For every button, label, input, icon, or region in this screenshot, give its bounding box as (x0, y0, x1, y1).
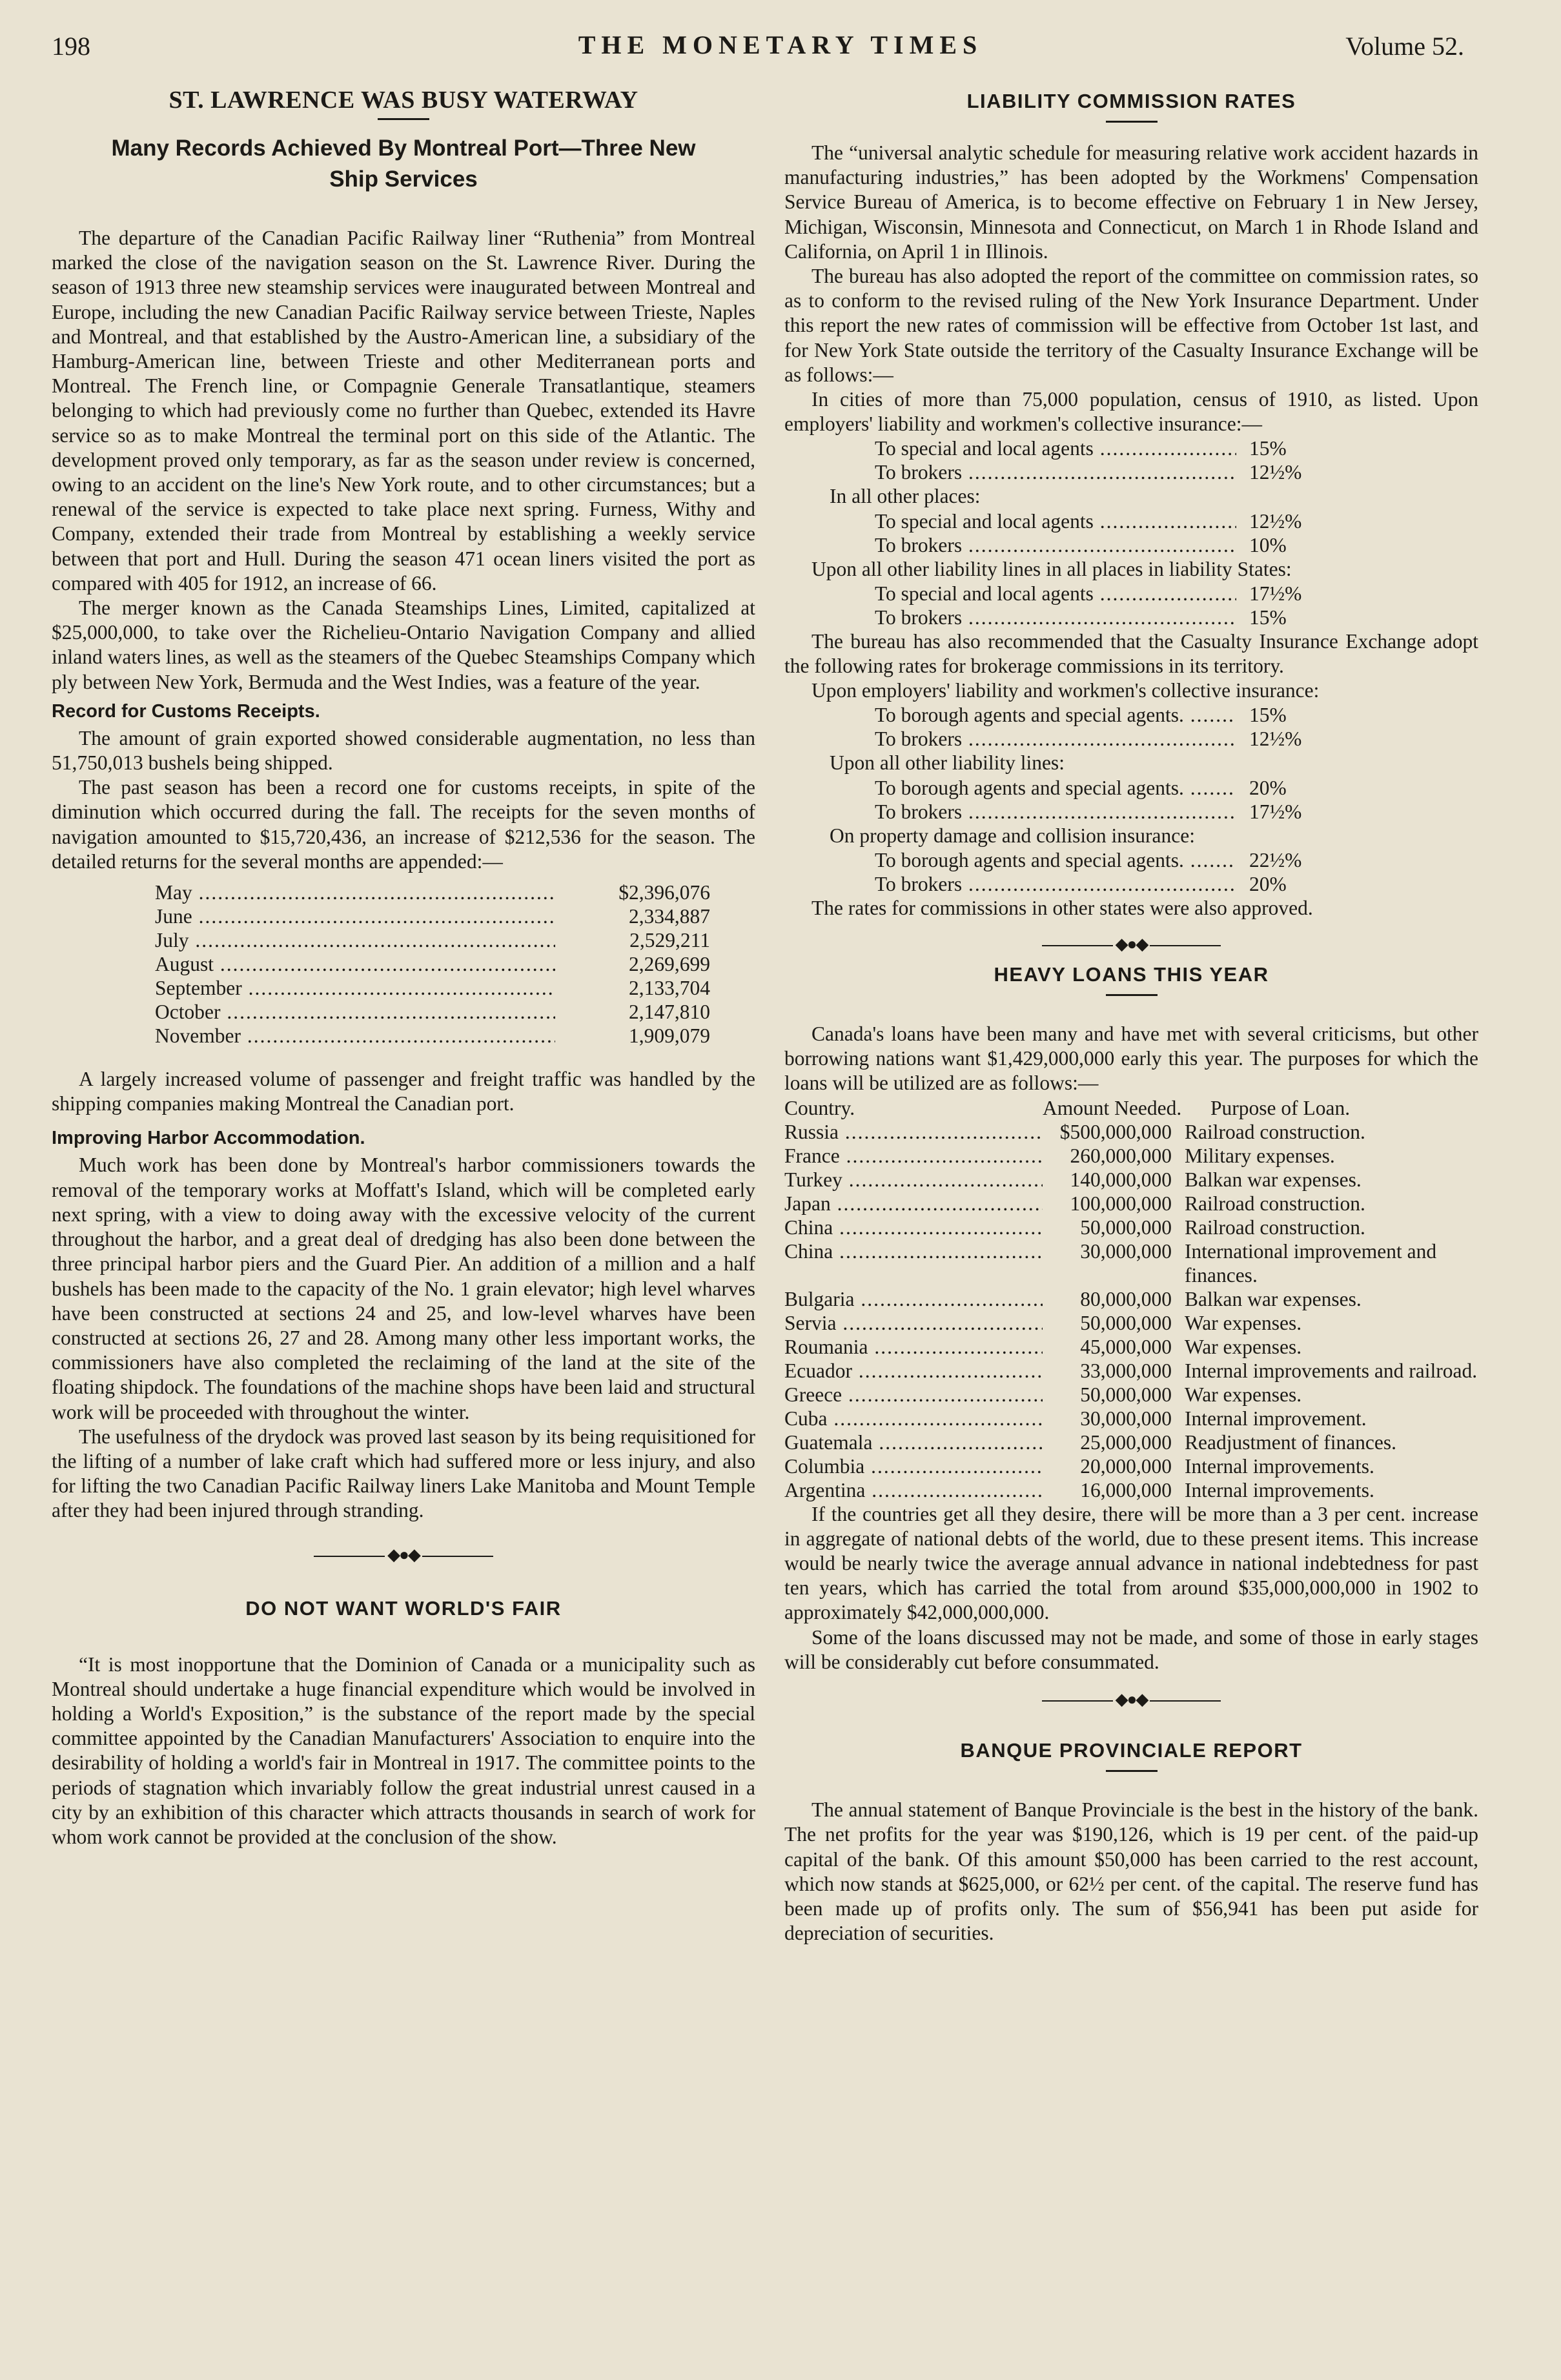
table-row (784, 1287, 1478, 1311)
country-cell: Argentina ..... (784, 1478, 1043, 1502)
amount-cell: $500,000,000 (1059, 1120, 1172, 1143)
amount-cell: 30,000,000 (1080, 1239, 1172, 1263)
divider (1106, 994, 1158, 996)
table-row (155, 1024, 710, 1048)
country-cell: Roumania ..... (784, 1335, 1043, 1359)
month-cell: August ..... (155, 952, 555, 976)
rate-value: 17½% (1249, 582, 1302, 605)
article-title: DO NOT WANT WORLD'S FAIR (245, 1596, 562, 1620)
table-row (784, 1454, 1478, 1478)
table-row (784, 1359, 1478, 1383)
rate-label: To brokers ..... (875, 727, 1236, 751)
paragraph: In cities of more than 75,000 population, census of 1910, as listed. Upon employers' liability and workmen's collective insurance:— (784, 388, 1478, 436)
paragraph: The rates for commissions in other states were also approved. (811, 896, 1313, 919)
purpose-cell: Internal improvement. (1185, 1407, 1367, 1430)
amount-cell: 20,000,000 (1080, 1454, 1172, 1478)
right-column (784, 81, 1478, 1946)
amount-cell: 2,133,704 (629, 977, 710, 1000)
rate-value: 12½% (1249, 509, 1302, 533)
month-cell: November ..... (155, 1024, 555, 1048)
amount-cell: 1,909,079 (629, 1024, 710, 1048)
article-title: HEAVY LOANS THIS YEAR (994, 963, 1269, 986)
paragraph: Some of the loans discussed may not be made, and some of those in early stages will be considerably cut before consummated. (784, 1625, 1478, 1673)
rate-label: To special and local agents ..... (875, 582, 1236, 605)
column-header: Country. (784, 1096, 855, 1119)
loans-table (784, 1096, 1478, 1502)
amount-cell: 100,000,000 (1070, 1192, 1172, 1215)
month-cell: July ..... (155, 928, 555, 952)
paragraph: A largely increased volume of passenger and freight traffic was handled by the shipping companies making Montreal the Canadian port. (52, 1068, 755, 1115)
paragraph: The merger known as the Canada Steamships Lines, Limited, capitalized at $25,000,000, to take over the Richelieu-Ontario Navigation Company and allied inland waters lines, as well as the steamers of the Quebec Steamships Company which ply between New York, Bermuda and the West Indies, was a feature of the year. (52, 596, 755, 693)
page-number: 198 (52, 32, 90, 61)
month-cell: September ..... (155, 976, 555, 1000)
table-row (784, 1239, 1478, 1287)
amount-cell: 140,000,000 (1070, 1168, 1172, 1191)
section-heading: Record for Customs Receipts. (52, 700, 320, 722)
rate-value: 15% (1249, 437, 1287, 460)
purpose-cell: Railroad construction. (1185, 1120, 1365, 1143)
rate-value: 10% (1249, 533, 1287, 556)
rate-label: To brokers ..... (875, 800, 1236, 824)
amount-cell: 2,529,211 (629, 929, 710, 952)
purpose-cell: Railroad construction. (1185, 1215, 1365, 1239)
rate-group-label: In all other places: (830, 485, 981, 508)
divider (378, 118, 429, 120)
paragraph: If the countries get all they desire, there will be more than a 3 per cent. increase in aggregate of national debts of the world, due to these present items. This increase would be nearly twice the average annual advance in national indebtedness for past ten years, which has carried the total from around $35,000,000,000 in 1902 to approximately $42,000,000,000. (784, 1502, 1478, 1624)
article-title: LIABILITY COMMISSION RATES (966, 90, 1296, 112)
amount-cell: 50,000,000 (1080, 1383, 1172, 1406)
table-row (784, 1478, 1478, 1502)
rates-table (875, 509, 1320, 557)
amount-cell: 50,000,000 (1080, 1311, 1172, 1334)
paragraph: “It is most inopportune that the Dominion of Canada or a municipality such as Montreal should undertake a huge financial expenditure which would be involved in holding a World's Exposition,” is the substance of the report made by the special committee appointed by the Canadian Manufacturers' Association to enquire into the desirability of holding a world's fair in Montreal in 1917. The committee points to the periods of stagnation which invariably follow the great industrial unrest caused in a city by an exhibition of this character which attracts thousands in search of work for whom work cannot be provided at the conclusion of the show. (52, 1653, 755, 1848)
paragraph: Upon all other liability lines in all places in liability States: (811, 557, 1292, 580)
amount-cell: 2,334,887 (629, 905, 710, 928)
country-cell: Russia ..... (784, 1120, 1043, 1144)
masthead: THE MONETARY TIMES (578, 30, 983, 59)
amount-cell: 45,000,000 (1080, 1335, 1172, 1358)
table-row (784, 1335, 1478, 1359)
country-cell: China ..... (784, 1215, 1043, 1239)
table-row (784, 1215, 1478, 1239)
rate-value: 20% (1249, 776, 1287, 799)
article-title: BANQUE PROVINCIALE REPORT (960, 1739, 1303, 1762)
paragraph: The past season has been a record one for customs receipts, in spite of the diminution which occurred during the fall. The receipts for the seven months of navigation amounted to $15,720,436, an increase of $212,536 for the season. The detailed returns for the several months are appended:— (52, 776, 755, 873)
table-row (784, 1383, 1478, 1407)
table-row (155, 904, 710, 928)
amount-cell: 16,000,000 (1080, 1478, 1172, 1501)
country-cell: Bulgaria ..... (784, 1287, 1043, 1311)
purpose-cell: Military expenses. (1185, 1144, 1335, 1167)
country-cell: Servia ..... (784, 1311, 1043, 1335)
paragraph: Canada's loans have been many and have met with several criticisms, but other borrowing nations want $1,429,000,000 early this year. The purposes for which the loans will be utilized are as follows:— (784, 1022, 1478, 1095)
rate-group-label: Upon all other liability lines: (830, 751, 1065, 775)
divider (1106, 1770, 1158, 1772)
table-row (784, 1144, 1478, 1168)
country-cell: Turkey ..... (784, 1168, 1043, 1192)
paragraph: The “universal analytic schedule for measuring relative work accident hazards in manufacturing industries,” has been adopted by the Workmens' Compensation Service Bureau of America, is to become effective on February 1 in New Jersey, Michigan, Wisconsin, Minnesota and Connecticut, on March 1 in Rhode Island and California, on April 1 in Illinois. (784, 141, 1478, 263)
paragraph: Much work has been done by Montreal's harbor commissioners towards the removal of the temporary works at Moffatt's Island, which will be completed early next spring, with a view to doing away with the excessive velocity of the current throughout the harbor, and a great deal of dredging has also been done between the three principal harbor piers and the Guard Pier. An addition of a million and a half bushels has been made to the capacity of the No. 1 grain elevator; high level wharves have been constructed at sections 24 and 25, and low-level wharves have been constructed at sections 26, 27 and 28. Among many other less important works, the commissioners have also completed the reclaiming of the land at the site of the floating shipdock. The foundations of the machine shops have been laid and structural work will be proceeded with throughout the winter. (52, 1154, 755, 1423)
rate-value: 12½% (1249, 461, 1302, 484)
rate-label: To borough agents and special agents. ..... (875, 776, 1236, 800)
paragraph: The bureau has also recommended that the Casualty Insurance Exchange adopt the following rates for brokerage commissions in its territory. (784, 629, 1478, 678)
country-cell: Cuba ..... (784, 1407, 1043, 1430)
month-cell: May ..... (155, 880, 555, 904)
paragraph: The amount of grain exported showed considerable augmentation, no less than 51,750,013 bushels being shipped. (52, 726, 755, 775)
country-cell: Greece ..... (784, 1383, 1043, 1407)
rates-table (875, 582, 1320, 629)
purpose-cell: International improvement and finances. (1185, 1239, 1437, 1287)
paragraph: The departure of the Canadian Pacific Railway liner “Ruthenia” from Montreal marked the close of the navigation season on the St. Lawrence River. During the season of 1913 three new steamship services were inaugurated between Montreal and Europe, including the new Canadian Pacific Railway service between Trieste, Naples and Montreal, and that established by the Austro-American line, a subsidiary of the Hamburg-American line, between Trieste and other Mediterranean ports and Montreal. The French line, or Compagnie Generale Transatlantique, steamers belonging to which had previously come no further than Quebec, extended its Havre service so as to make Montreal the terminal port on this side of the Atlantic. The development proved only temporary, as far as the season under review is concerned, owing to an accident on the line's New York route, and to other circumstances; but a renewal of the service is expected to take place next spring. Furness, Withy and Company, extended their trade from Montreal by establishing a weekly service between that port and Hull. During the season 471 ocean liners visited the port as compared with 405 for 1912, an increase of 66. (52, 227, 755, 595)
purpose-cell: Railroad construction. (1185, 1192, 1365, 1215)
country-cell: Columbia ..... (784, 1454, 1043, 1478)
table-row (784, 1430, 1478, 1454)
rate-label: To brokers ..... (875, 605, 1236, 629)
paragraph: Upon employers' liability and workmen's collective insurance: (811, 679, 1320, 702)
month-cell: October ..... (155, 1000, 555, 1024)
rate-value: 22½% (1249, 848, 1302, 871)
amount-cell: $2,396,076 (618, 881, 710, 904)
paragraph: The bureau has also adopted the report of the committee on commission rates, so as to conform to the revised ruling of the New York Insurance Department. Under this report the new rates of commission will be effective from October 1st last, and for New York State outside the territory of the Casualty Insurance Exchange will be as follows:— (784, 265, 1478, 386)
rate-group-label: On property damage and collision insurance: (830, 824, 1195, 847)
amount-cell: 2,269,699 (629, 953, 710, 976)
purpose-cell: War expenses. (1185, 1383, 1302, 1406)
purpose-cell: Balkan war expenses. (1185, 1168, 1362, 1191)
purpose-cell: War expenses. (1185, 1311, 1302, 1334)
article-title: ST. LAWRENCE WAS BUSY WATERWAY (168, 86, 638, 114)
purpose-cell: Internal improvements. (1185, 1478, 1374, 1501)
rate-label: To brokers ..... (875, 533, 1236, 557)
country-cell: Japan ..... (784, 1192, 1043, 1215)
month-cell: June ..... (155, 904, 555, 928)
ornament-divider: ◆●◆ (52, 1545, 755, 1565)
country-cell: China ..... (784, 1239, 1043, 1287)
rate-label: To brokers ..... (875, 872, 1236, 896)
rate-value: 15% (1249, 704, 1287, 727)
rate-label: To special and local agents ..... (875, 509, 1236, 533)
ornament-divider: ◆●◆ (784, 935, 1478, 954)
country-cell: Ecuador ..... (784, 1359, 1043, 1383)
divider (1106, 121, 1158, 123)
rate-value: 17½% (1249, 800, 1302, 823)
table-row (784, 1407, 1478, 1430)
rate-label: To brokers ..... (875, 460, 1236, 484)
table-row (784, 1168, 1478, 1192)
amount-cell: 30,000,000 (1080, 1407, 1172, 1430)
column-header: Purpose of Loan. (1210, 1096, 1351, 1119)
amount-cell: 50,000,000 (1080, 1215, 1172, 1239)
amount-cell: 33,000,000 (1080, 1359, 1172, 1382)
table-row (784, 1120, 1478, 1144)
rate-value: 12½% (1249, 727, 1302, 751)
column-header: Amount Needed. (1043, 1096, 1182, 1119)
rates-table (875, 703, 1320, 751)
rates-table (875, 436, 1320, 484)
rate-value: 20% (1249, 872, 1287, 895)
amount-cell: 260,000,000 (1070, 1144, 1172, 1167)
amount-cell: 80,000,000 (1080, 1287, 1172, 1310)
table-row (155, 1000, 710, 1024)
table-row (155, 976, 710, 1000)
purpose-cell: Internal improvements and railroad. (1185, 1359, 1478, 1382)
amount-cell: 2,147,810 (629, 1001, 710, 1024)
ornament-divider: ◆●◆ (784, 1690, 1478, 1709)
purpose-cell: Balkan war expenses. (1185, 1287, 1362, 1310)
receipts-table (155, 880, 710, 1048)
country-cell: France ..... (784, 1144, 1043, 1168)
rates-table (875, 776, 1320, 824)
paragraph: The annual statement of Banque Provinciale is the best in the history of the bank. The net profits for the year was $190,126, which is 19 per cent. of the paid-up capital of the bank. Of this amount $50,000 has been carried to the rest account, which now stands at $625,000, or 62½ per cent. of the capital. The reserve fund has been made up of profits only. The sum of $56,941 has been put aside for depreciation of securities. (784, 1798, 1478, 1945)
rate-label: To special and local agents ..... (875, 436, 1236, 460)
rates-table (875, 848, 1320, 896)
rate-label: To borough agents and special agents. ..... (875, 703, 1236, 727)
country-cell: Guatemala ..... (784, 1430, 1043, 1454)
section-heading: Improving Harbor Accommodation. (52, 1128, 365, 1149)
rate-label: To borough agents and special agents. ..... (875, 848, 1236, 872)
table-row (155, 928, 710, 952)
table-row (784, 1311, 1478, 1335)
article-subtitle: Many Records Achieved By Montreal Port—Three New Ship Services (111, 136, 696, 192)
left-column (52, 81, 755, 1849)
amount-cell: 25,000,000 (1080, 1430, 1172, 1454)
volume-label: Volume 52. (1345, 32, 1464, 61)
purpose-cell: Internal improvements. (1185, 1454, 1374, 1478)
rate-value: 15% (1249, 605, 1287, 629)
table-row (155, 880, 710, 904)
table-row (155, 952, 710, 976)
table-row (784, 1192, 1478, 1215)
paragraph: The usefulness of the drydock was proved last season by its being requisitioned for the lifting of a number of lake craft which had suffered more or less injury, and also for lifting the two Canadian Pacific Railway liners Lake Manitoba and Mount Temple after they had been injured through stranding. (52, 1425, 755, 1522)
purpose-cell: War expenses. (1185, 1335, 1302, 1358)
purpose-cell: Readjustment of finances. (1185, 1430, 1397, 1454)
